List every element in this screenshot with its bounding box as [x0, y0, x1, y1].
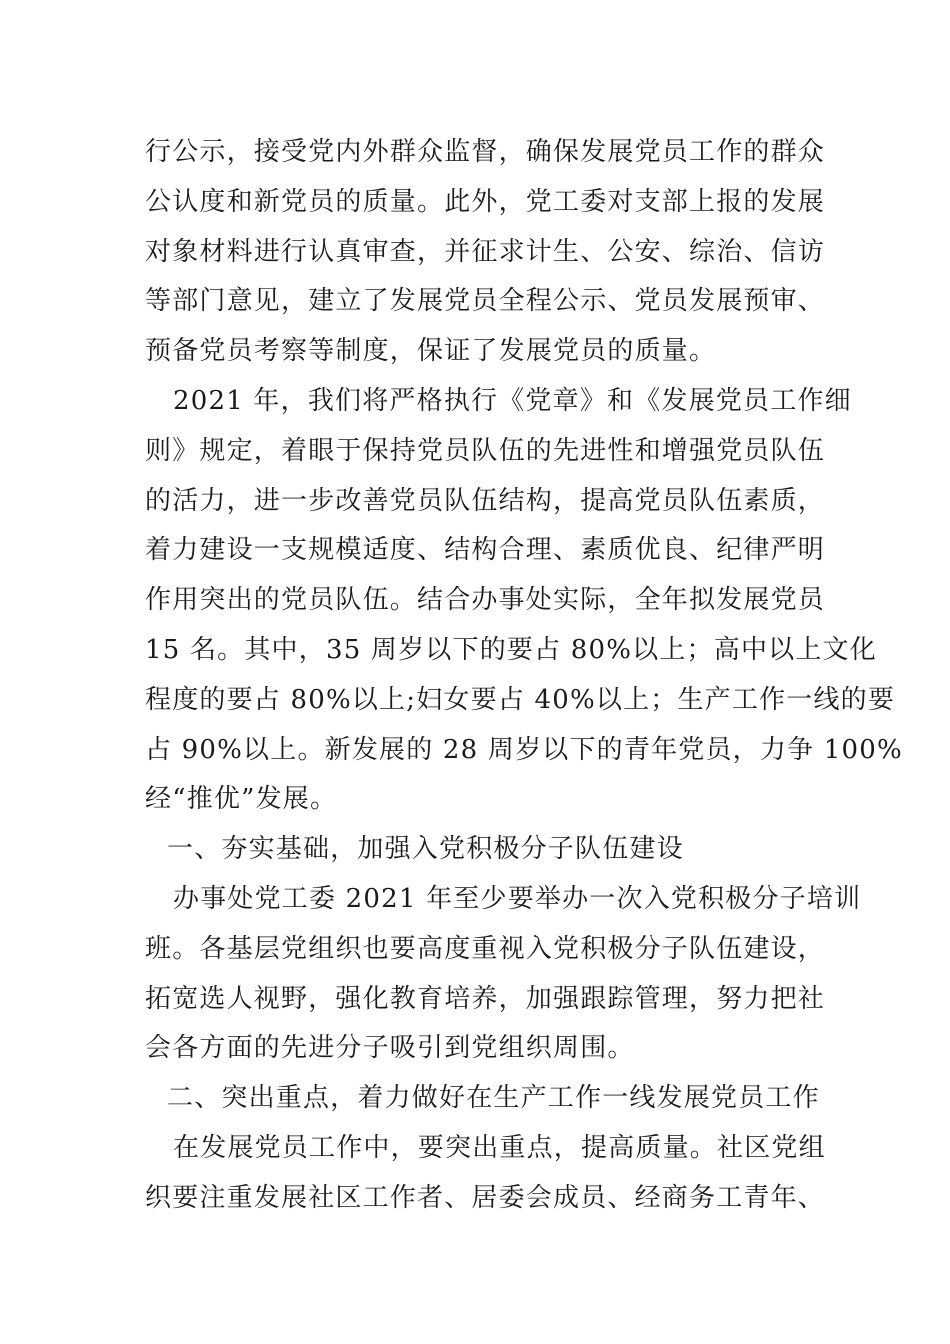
text-line: 占 90%以上。新发展的 28 周岁以下的青年党员，力争 100%: [145, 734, 903, 765]
text-line: 对象材料进行认真审查，并征求计生、公安、综治、信访: [145, 236, 826, 267]
text-line: 程度的要占 80%以上;妇女要占 40%以上；生产工作一线的要: [145, 684, 896, 715]
text-line: 预备党员考察等制度，保证了发展党员的质量。: [145, 336, 717, 367]
text-line: 则》规定，着眼于保持党员队伍的先进性和增强党员队伍: [145, 435, 826, 466]
text-line: 拓宽选人视野，强化教育培养，加强跟踪管理，努力把社: [145, 983, 826, 1014]
text-line: 着力建设一支规模适度、结构合理、素质优良、纪律严明: [145, 535, 826, 566]
paragraph-training: [145, 875, 862, 1074]
text-line: 的活力，进一步改善党员队伍结构，提高党员队伍素质，: [145, 485, 826, 516]
paragraph-public-notice: [145, 128, 826, 377]
heading-line: 一、夯实基础，加强入党积极分子队伍建设: [167, 834, 684, 865]
text-line: 行公示，接受党内外群众监督，确保发展党员工作的群众: [145, 137, 826, 167]
text-line: 作用突出的党员队伍。结合办事处实际，全年拟发展党员: [145, 585, 826, 616]
document-page: [145, 128, 903, 1224]
paragraph-2021-plan: [145, 377, 903, 825]
text-line: 15 名。其中，35 周岁以下的要占 80%以上；高中以上文化: [145, 634, 877, 665]
text-line: 织要注重发展社区工作者、居委会成员、经商务工青年、: [145, 1182, 826, 1213]
text-line: 班。各基层党组织也要高度重视入党积极分子队伍建设，: [145, 933, 826, 964]
text-line: 经“推优”发展。: [145, 784, 338, 815]
text-line: 会各方面的先进分子吸引到党组织周围。: [145, 1033, 635, 1064]
section-heading-1: [145, 825, 805, 875]
paragraph-focus: [145, 1124, 826, 1224]
section-heading-2: [145, 1074, 820, 1124]
text-line: 2021 年，我们将严格执行《党章》和《发展党员工作细: [173, 385, 852, 416]
text-line: 在发展党员工作中，要突出重点，提高质量。社区党组: [173, 1132, 826, 1163]
text-line: 办事处党工委 2021 年至少要举办一次入党积极分子培训: [173, 883, 862, 914]
heading-line: 二、突出重点，着力做好在生产工作一线发展党员工作: [167, 1083, 820, 1114]
text-line: 等部门意见，建立了发展党员全程公示、党员发展预审、: [145, 286, 826, 317]
text-line: 公认度和新党员的质量。此外，党工委对支部上报的发展: [145, 186, 826, 217]
